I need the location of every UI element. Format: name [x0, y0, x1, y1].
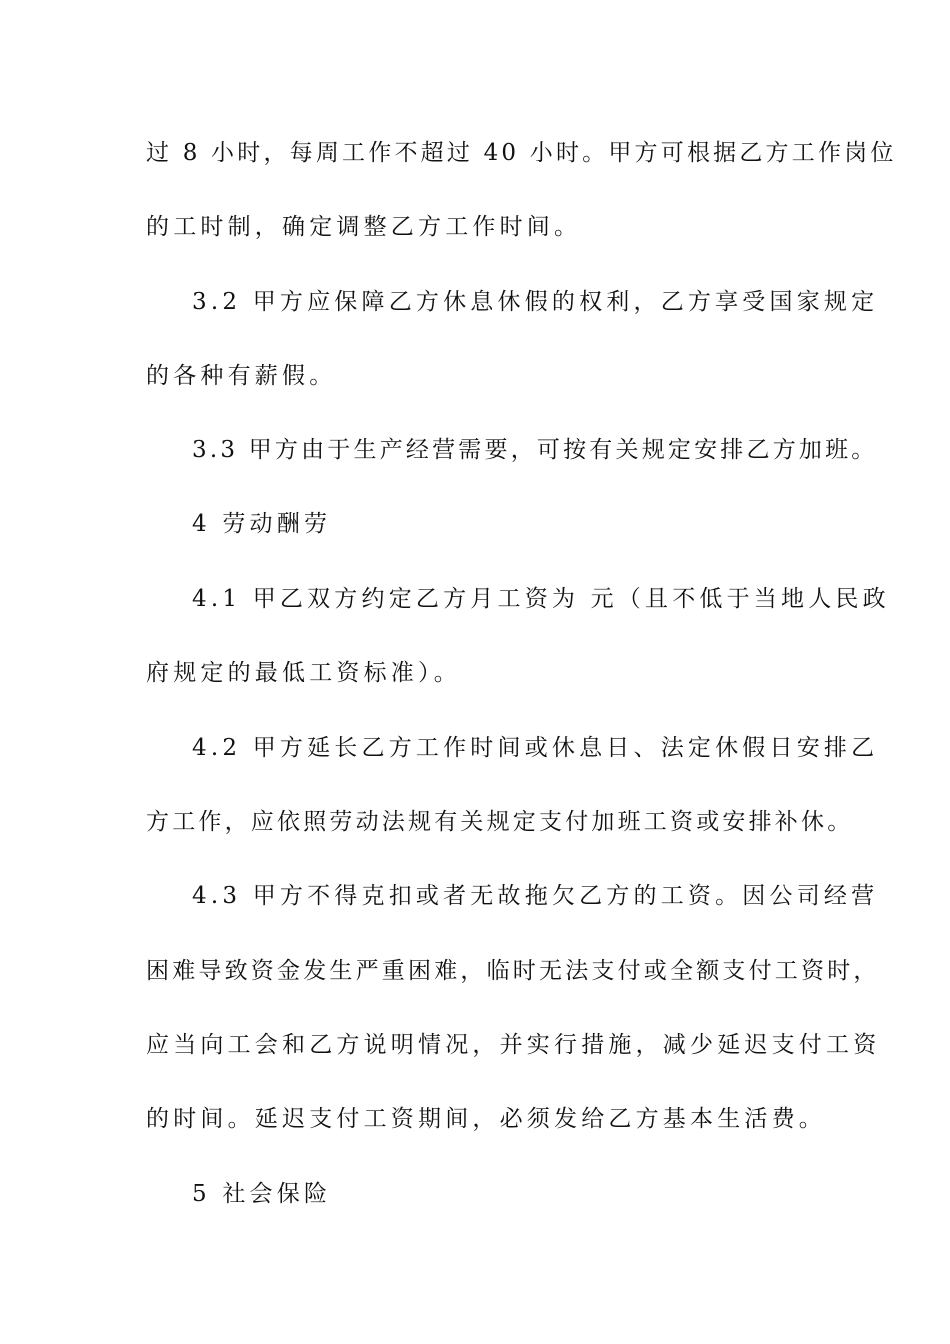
text-line: 3.3 甲方由于生产经营需要，可按有关规定安排乙方加班。	[192, 437, 878, 463]
text-line: 4.1 甲乙双方约定乙方月工资为 元（且不低于当地人民政	[192, 586, 890, 612]
text-line: 3.2 甲方应保障乙方休息休假的权利，乙方享受国家规定	[192, 289, 879, 315]
text-line: 困难导致资金发生严重困难，临时无法支付或全额支付工资时，	[146, 958, 880, 984]
text-line: 府规定的最低工资标准）。	[146, 660, 461, 686]
text-line: 的各种有薪假。	[146, 363, 337, 389]
section-heading: 4 劳动酬劳	[192, 511, 332, 537]
text-line: 4.2 甲方延长乙方工作时间或休息日、法定休假日安排乙	[192, 735, 879, 761]
text-line: 的时间。延迟支付工资期间，必须发给乙方基本生活费。	[146, 1106, 826, 1132]
text-line: 应当向工会和乙方说明情况，并实行措施，减少延迟支付工资	[146, 1032, 881, 1058]
text-line: 方工作，应依照劳动法规有关规定支付加班工资或安排补休。	[146, 809, 854, 835]
text-line: 的工时制，确定调整乙方工作时间。	[146, 214, 582, 240]
text-line: 4.3 甲方不得克扣或者无故拖欠乙方的工资。因公司经营	[192, 883, 879, 909]
section-heading: 5 社会保险	[192, 1181, 332, 1207]
text-line: 过 8 小时，每周工作不超过 40 小时。甲方可根据乙方工作岗位	[146, 140, 897, 166]
